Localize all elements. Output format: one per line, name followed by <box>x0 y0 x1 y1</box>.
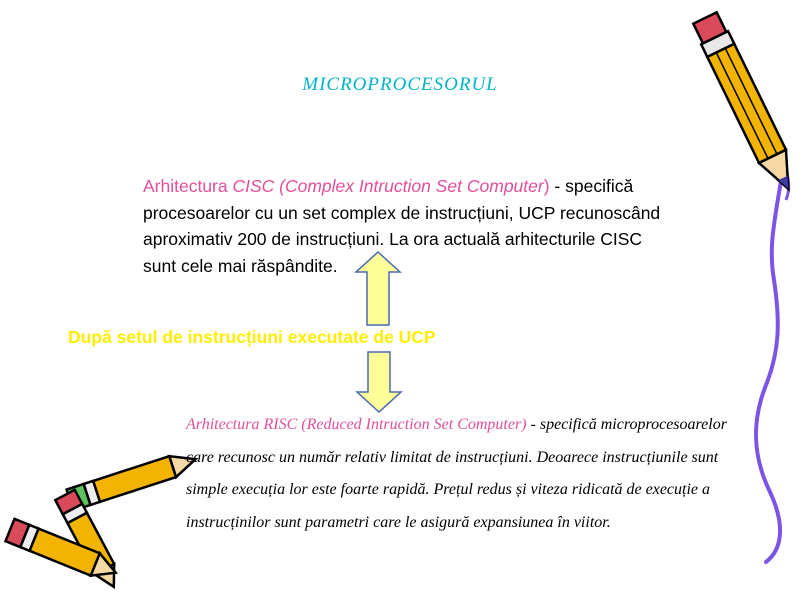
slide-title: MICROPROCESORUL <box>302 74 498 95</box>
arrow-down-icon <box>357 352 401 412</box>
pencil-icon <box>692 11 800 195</box>
squiggle-line <box>756 168 783 562</box>
classification-criterion: După setul de instrucțiuni executate de UCP <box>68 327 436 347</box>
cisc-heading: Arhitectura CISC (Complex Intruction Set Computer) <box>143 176 550 196</box>
risc-body: - specifică microprocesoarelor care recunosc un număr relativ limitat de instrucțiuni. Deoarece instrucțiunile sunt simple execuția lor este foarte rapidă. Prețul redus și viteza ridicată de execuție a instrucținilor sunt parametri care le asigură expansiunea în viitor. <box>186 416 727 531</box>
pencils-icon <box>6 449 199 592</box>
cisc-body: - specifică procesoarelor cu un set complex de instrucțiuni, UCP recunoscând aproximativ 200 de instrucțiuni. La ora actuală arhitecturile CISC sunt cele mai răspândite. <box>143 176 661 276</box>
risc-paragraph <box>186 409 751 539</box>
risc-heading: Arhitectura RISC (Reduced Intruction Set Computer) <box>186 416 527 433</box>
cisc-paragraph <box>143 173 673 279</box>
